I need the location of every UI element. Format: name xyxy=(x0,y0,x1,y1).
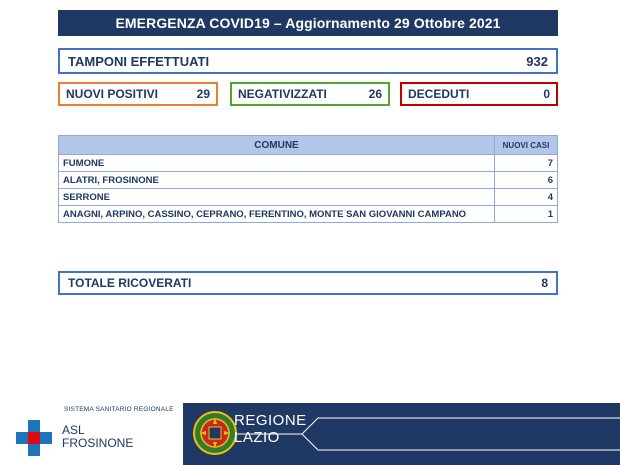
comuni-table xyxy=(58,135,558,223)
page-title-text: EMERGENZA COVID19 – Aggiornamento 29 Ottobre 2021 xyxy=(115,15,501,31)
tamponi-box xyxy=(58,48,558,74)
totale-ricoverati-box xyxy=(58,271,558,295)
regione-lazio-emblem-icon xyxy=(192,410,238,456)
asl-system-caption: SISTEMA SANITARIO REGIONALE xyxy=(64,406,174,413)
comune-cell: ANAGNI, ARPINO, CASSINO, CEPRANO, FERENTINO, MONTE SAN GIOVANNI CAMPANO xyxy=(59,206,495,223)
nuovi-casi-cell: 4 xyxy=(495,189,558,206)
asl-name-line1: ASL xyxy=(62,423,85,437)
column-header-nuovi-casi: NUOVI CASI xyxy=(495,136,558,155)
tamponi-value: 932 xyxy=(526,53,548,69)
negativizzati-box xyxy=(230,82,390,106)
totale-ricoverati-value: 8 xyxy=(541,276,548,290)
column-header-comune: COMUNE xyxy=(59,136,495,155)
deceduti-box xyxy=(400,82,558,106)
comuni-table-wrapper xyxy=(58,135,558,223)
tamponi-label: TAMPONI EFFETTUATI xyxy=(68,53,210,69)
regione-lazio-name xyxy=(234,412,307,446)
regione-lazio-line2: LAZIO xyxy=(234,429,280,446)
page-title xyxy=(58,10,558,36)
medical-cross-icon xyxy=(16,420,52,456)
deceduti-label: DECEDUTI xyxy=(408,87,470,101)
asl-name-line2: FROSINONE xyxy=(62,436,134,450)
negativizzati-value: 26 xyxy=(368,87,382,101)
deceduti-value: 0 xyxy=(543,87,550,101)
comune-cell: FUMONE xyxy=(59,155,495,172)
comune-cell: ALATRI, FROSINONE xyxy=(59,172,495,189)
asl-name xyxy=(62,424,133,450)
nuovi-casi-cell: 1 xyxy=(495,206,558,223)
nuovi-positivi-value: 29 xyxy=(196,87,210,101)
totale-ricoverati-label: TOTALE RICOVERATI xyxy=(68,276,192,290)
table-row xyxy=(59,155,558,172)
nuovi-casi-cell: 7 xyxy=(495,155,558,172)
regione-lazio-line1: REGIONE xyxy=(234,412,307,429)
nuovi-positivi-label: NUOVI POSITIVI xyxy=(66,87,159,101)
negativizzati-label: NEGATIVIZZATI xyxy=(238,87,327,101)
asl-frosinone-logo xyxy=(16,406,186,456)
table-row xyxy=(59,189,558,206)
nuovi-casi-cell: 6 xyxy=(495,172,558,189)
comune-cell: SERRONE xyxy=(59,189,495,206)
nuovi-positivi-box xyxy=(58,82,218,106)
table-row xyxy=(59,206,558,223)
table-header-row xyxy=(59,136,558,155)
table-row xyxy=(59,172,558,189)
